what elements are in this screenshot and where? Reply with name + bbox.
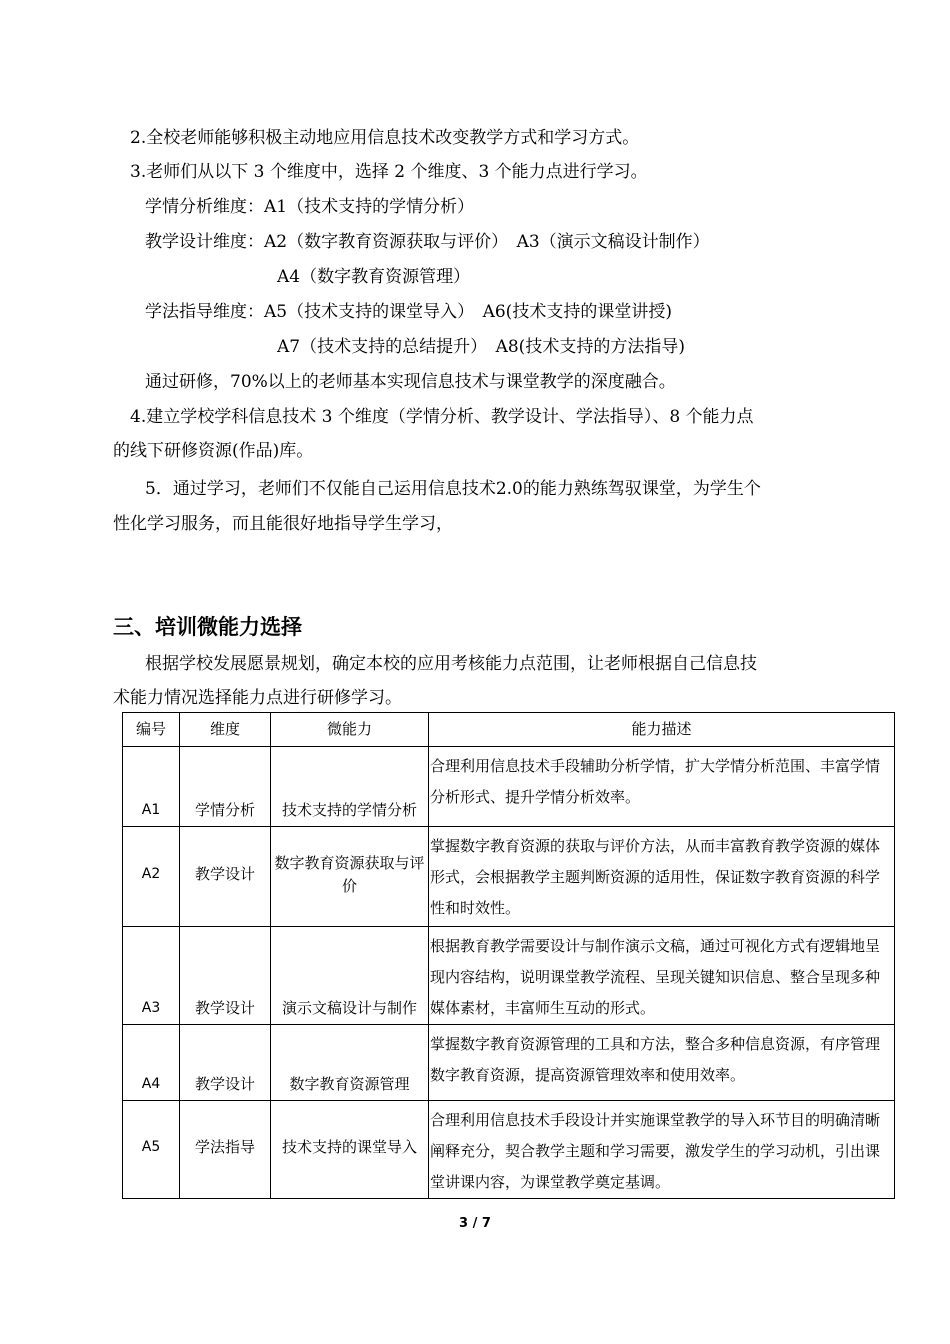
para-goal: 通过研修，70%以上的老师基本实现信息技术与课堂教学的深度融合。 (145, 372, 676, 392)
table-row (123, 827, 895, 927)
para-2: 2.全校老师能够积极主动地应用信息技术改变教学方式和学习方式。 (130, 128, 640, 148)
ability-table (122, 712, 895, 1199)
para-4-line1: 4.建立学校学科信息技术 3 个维度（学情分析、教学设计、学法指导）、8 个能力点 (130, 407, 754, 427)
table-row (123, 747, 895, 827)
cell-description: 合理利用信息技术手段辅助分析学情，扩大学情分析范围、丰富学情分析形式、提升学情分析效率。 (429, 747, 895, 827)
cell-id: A2 (123, 827, 180, 927)
dimension-line-a4: A4（数字教育资源管理） (277, 267, 471, 287)
cell-id: A4 (123, 1025, 180, 1101)
cell-description: 合理利用信息技术手段设计并实施课堂教学的导入环节目的明确清晰阐释充分，契合教学主题和学习需要，激发学生的学习动机，引出课堂讲课内容，为课堂教学奠定基调。 (429, 1101, 895, 1199)
cell-id: A1 (123, 747, 180, 827)
para-5-line2: 性化学习服务，而且能很好地指导学生学习， (113, 514, 453, 534)
cell-id: A5 (123, 1101, 180, 1199)
cell-id: A3 (123, 927, 180, 1025)
section-intro-line1: 根据学校发展愿景规划，确定本校的应用考核能力点范围，让老师根据自己信息技 (145, 654, 757, 674)
header-ability: 微能力 (271, 713, 429, 747)
header-description: 能力描述 (429, 713, 895, 747)
cell-dimension: 教学设计 (180, 1025, 271, 1101)
page-number: 3 / 7 (459, 1216, 491, 1231)
dimension-line-a1: 学情分析维度：A1（技术支持的学情分析） (145, 197, 475, 217)
cell-dimension: 学法指导 (180, 1101, 271, 1199)
cell-description: 掌握数字教育资源管理的工具和方法，整合多种信息资源，有序管理数字教育资源，提高资源管理效率和使用效率。 (429, 1025, 895, 1101)
dimension-line-a5-a6: 学法指导维度：A5（技术支持的课堂导入） A6(技术支持的课堂讲授) (145, 302, 672, 322)
para-5-line1: 5．通过学习，老师们不仅能自己运用信息技术2.0的能力熟练驾驭课堂，为学生个 (145, 479, 761, 499)
cell-description: 根据教育教学需要设计与制作演示文稿，通过可视化方式有逻辑地呈现内容结构，说明课堂教学流程、呈现关键知识信息、整合呈现多种媒体素材，丰富师生互动的形式。 (429, 927, 895, 1025)
table-row (123, 1101, 895, 1199)
cell-dimension: 学情分析 (180, 747, 271, 827)
cell-dimension: 教学设计 (180, 827, 271, 927)
para-4-line2: 的线下研修资源(作品)库。 (113, 441, 314, 461)
section-intro-line2: 术能力情况选择能力点进行研修学习。 (113, 688, 402, 708)
cell-ability: 数字教育资源管理 (271, 1025, 429, 1101)
cell-ability: 数字教育资源获取与评价 (271, 827, 429, 927)
cell-ability: 技术支持的学情分析 (271, 747, 429, 827)
cell-ability: 演示文稿设计与制作 (271, 927, 429, 1025)
section-heading: 三、培训微能力选择 (113, 615, 302, 639)
dimension-line-a7-a8: A7（技术支持的总结提升） A8(技术支持的方法指导) (277, 337, 685, 357)
cell-description: 掌握数字教育资源的获取与评价方法，从而丰富教育教学资源的媒体形式，会根据教学主题判断资源的适用性，保证数字教育资源的科学性和时效性。 (429, 827, 895, 927)
cell-ability: 技术支持的课堂导入 (271, 1101, 429, 1199)
dimension-line-a2-a3: 教学设计维度：A2（数字教育资源获取与评价） A3（演示文稿设计制作） (145, 232, 710, 252)
table-row (123, 1025, 895, 1101)
header-id: 编号 (123, 713, 180, 747)
cell-dimension: 教学设计 (180, 927, 271, 1025)
table-header-row (123, 713, 895, 747)
header-dimension: 维度 (180, 713, 271, 747)
table-row (123, 927, 895, 1025)
para-3: 3.老师们从以下 3 个维度中，选择 2 个维度、3 个能力点进行学习。 (130, 162, 648, 182)
